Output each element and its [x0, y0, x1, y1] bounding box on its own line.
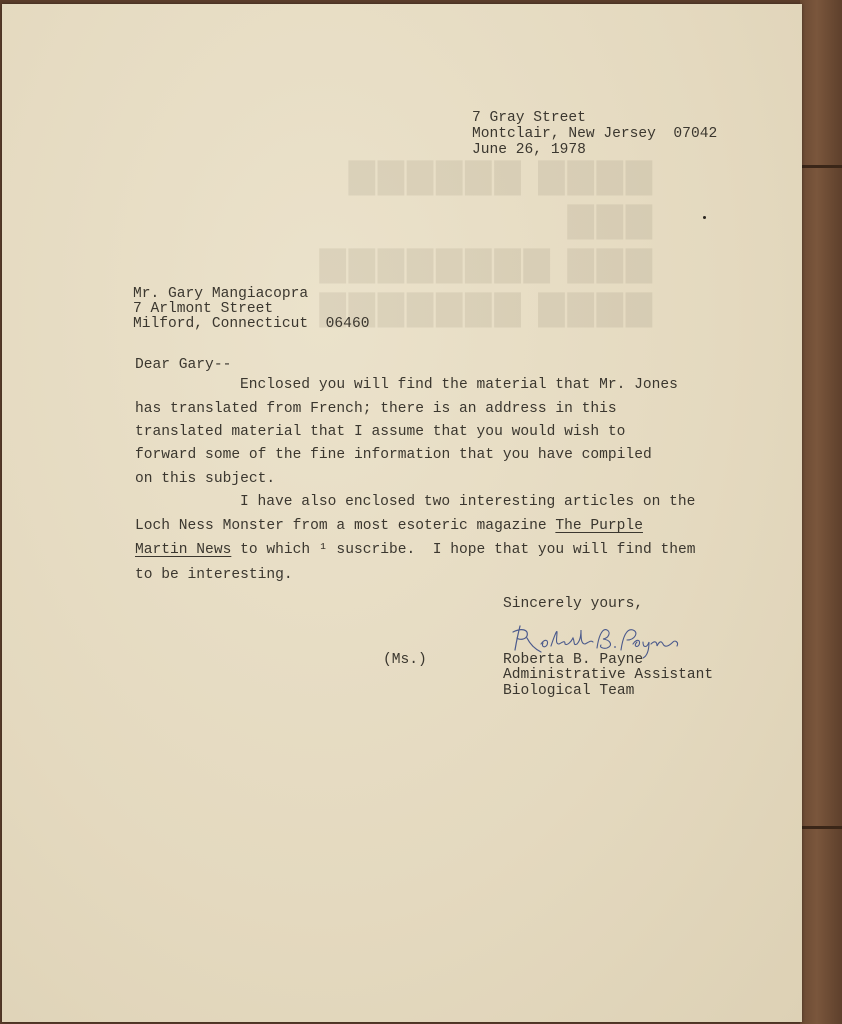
- body-line: Enclosed you will find the material that Mr. Jones: [240, 377, 678, 393]
- honorific: (Ms.): [383, 652, 427, 668]
- wood-seam: [800, 826, 842, 829]
- signer-team: Biological Team: [503, 683, 635, 699]
- return-street: 7 Gray Street: [472, 110, 586, 126]
- body-line: forward some of the fine information that you have compiled: [135, 447, 652, 463]
- body-line: to be interesting.: [135, 567, 293, 583]
- body-line: [135, 542, 696, 558]
- letter-date: June 26, 1978: [472, 142, 586, 158]
- signer-title: Administrative Assistant: [503, 667, 714, 683]
- magazine-title: Martin News: [135, 542, 232, 558]
- wood-seam: [800, 165, 842, 168]
- body-text: Loch Ness Monster from a most esoteric magazine: [135, 518, 556, 534]
- body-text: to which ¹ suscribe. I hope that you will find them: [231, 542, 696, 558]
- salutation: Dear Gary--: [135, 357, 232, 373]
- recipient-street: 7 Arlmont Street: [133, 301, 274, 317]
- body-line: [135, 518, 643, 534]
- letter-page: [2, 4, 802, 1022]
- return-city: Montclair, New Jersey 07042: [472, 126, 718, 142]
- recipient-name: Mr. Gary Mangiacopra: [133, 286, 309, 302]
- recipient-city: Milford, Connecticut 06460: [133, 316, 370, 332]
- wood-background: [800, 0, 842, 1024]
- body-line: translated material that I assume that you would wish to: [135, 424, 626, 440]
- letterhead-bleed-through: ▇▇▇▇ ▇▇▇▇▇▇ ▇▇▇ ▇▇▇ ▇▇▇▇▇▇▇▇ ▇▇▇▇ ▇▇▇▇▇▇▇: [316, 156, 652, 328]
- body-line: on this subject.: [135, 471, 276, 487]
- closing: Sincerely yours,: [503, 596, 644, 612]
- body-line: has translated from French; there is an address in this: [135, 401, 617, 417]
- ink-dot: [703, 216, 706, 219]
- body-line: I have also enclosed two interesting articles on the: [240, 494, 696, 510]
- magazine-title: The Purple: [555, 518, 643, 534]
- signer-name: Roberta B. Payne: [503, 652, 644, 668]
